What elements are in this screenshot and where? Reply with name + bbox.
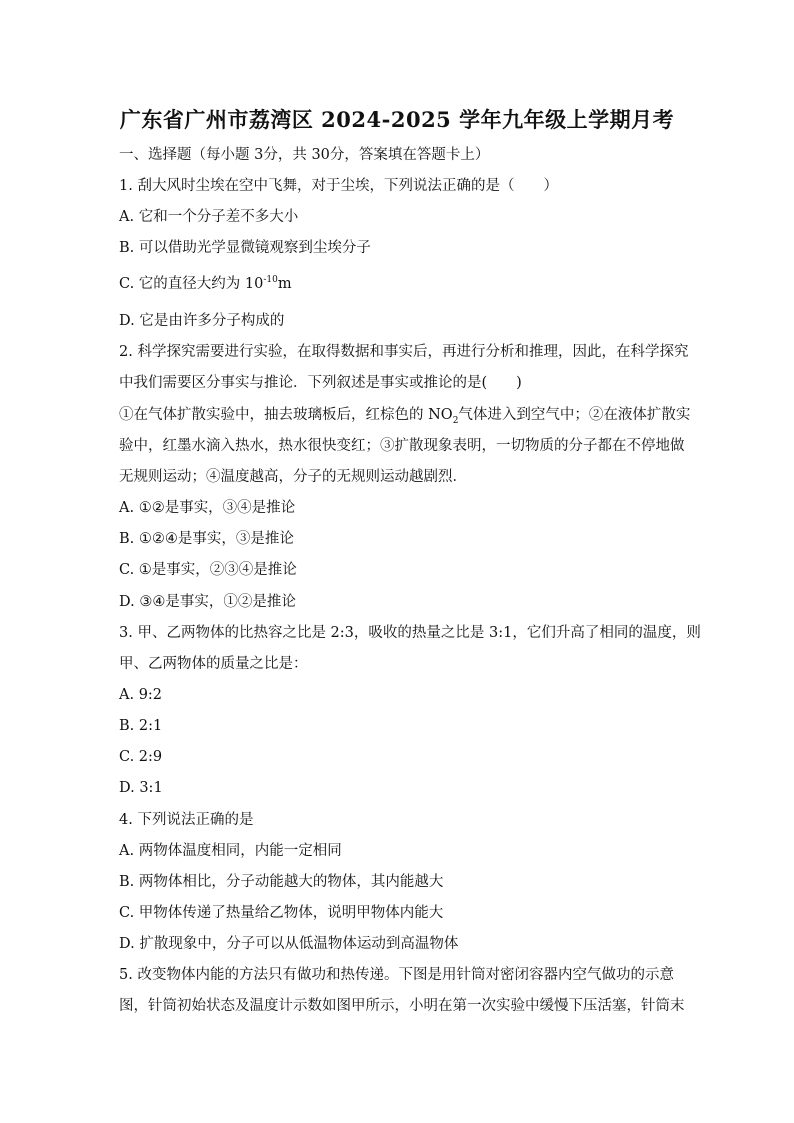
question-2-stem-line-2: 中我们需要区分事实与推论．下列叙述是事实或推论的是( )	[119, 375, 522, 391]
question-3-stem-line-1: 3. 甲、乙两物体的比热容之比是 2:3，吸收的热量之比是 3:1，它们升高了相同的温度，则	[119, 625, 701, 641]
question-2-option-d: D. ③④是事实，①②是推论	[119, 594, 296, 610]
question-1-option-b: B. 可以借助光学显微镜观察到尘埃分子	[119, 240, 371, 256]
section-header: 一、选择题（每小题 3分，共 30分，答案填在答题卡上）	[119, 147, 490, 163]
question-4-stem: 4. 下列说法正确的是	[119, 812, 254, 828]
question-3-option-d: D. 3:1	[119, 780, 163, 796]
question-5-stem-line-1: 5. 改变物体内能的方法只有做功和热传递。下图是用针筒对密闭容器内空气做功的示意	[119, 967, 674, 983]
question-5-stem-line-2: 图，针筒初始状态及温度计示数如图甲所示，小明在第一次实验中缓慢下压活塞，针筒末	[119, 998, 685, 1014]
question-4-option-c: C. 甲物体传递了热量给乙物体，说明甲物体内能大	[119, 905, 444, 921]
question-2-statement-line-2: 验中，红墨水滴入热水，热水很快变红；③扩散现象表明，一切物质的分子都在不停地做	[119, 438, 685, 454]
exponent: -10	[263, 275, 278, 286]
question-3-stem-line-2: 甲、乙两物体的质量之比是：	[119, 656, 308, 672]
question-4-option-b: B. 两物体相比，分子动能越大的物体，其内能越大	[119, 874, 444, 890]
question-1-option-d: D. 它是由许多分子构成的	[119, 313, 285, 329]
question-3-option-c: C. 2:9	[119, 749, 163, 765]
option-c-text: C. 它的直径大约为 10	[119, 276, 264, 292]
question-3-option-a: A. 9:2	[119, 687, 163, 703]
question-4-option-d: D. 扩散现象中，分子可以从低温物体运动到高温物体	[119, 936, 459, 952]
question-2-stem-line-1: 2. 科学探究需要进行实验，在取得数据和事实后，再进行分析和推理，因此，在科学探究	[119, 344, 689, 360]
subscript: 2	[452, 415, 459, 426]
question-2-option-b: B. ①②④是事实，③是推论	[119, 531, 294, 547]
statement-text: ①在气体扩散实验中，抽去玻璃板后，红棕色的 NO	[119, 407, 453, 423]
question-2-option-c: C. ①是事实，②③④是推论	[119, 562, 297, 578]
question-1-option-c	[119, 274, 292, 294]
document-title: 广东省广州市荔湾区 2024-2025 学年九年级上学期月考	[119, 107, 675, 132]
question-4-option-a: A. 两物体温度相同，内能一定相同	[119, 843, 342, 859]
question-2-statement-line-1	[119, 405, 690, 425]
question-3-option-b: B. 2:1	[119, 718, 163, 734]
question-2-option-a: A. ①②是事实，③④是推论	[119, 500, 296, 516]
question-1-stem: 1. 刮大风时尘埃在空中飞舞，对于尘埃，下列说法正确的是（ ）	[119, 178, 558, 194]
question-2-statement-line-3: 无规则运动；④温度越高，分子的无规则运动越剧烈．	[119, 469, 467, 485]
question-1-option-a: A. 它和一个分子差不多大小	[119, 209, 299, 225]
statement-text-cont: 气体进入到空气中；②在液体扩散实	[458, 407, 691, 423]
unit: m	[277, 276, 292, 292]
